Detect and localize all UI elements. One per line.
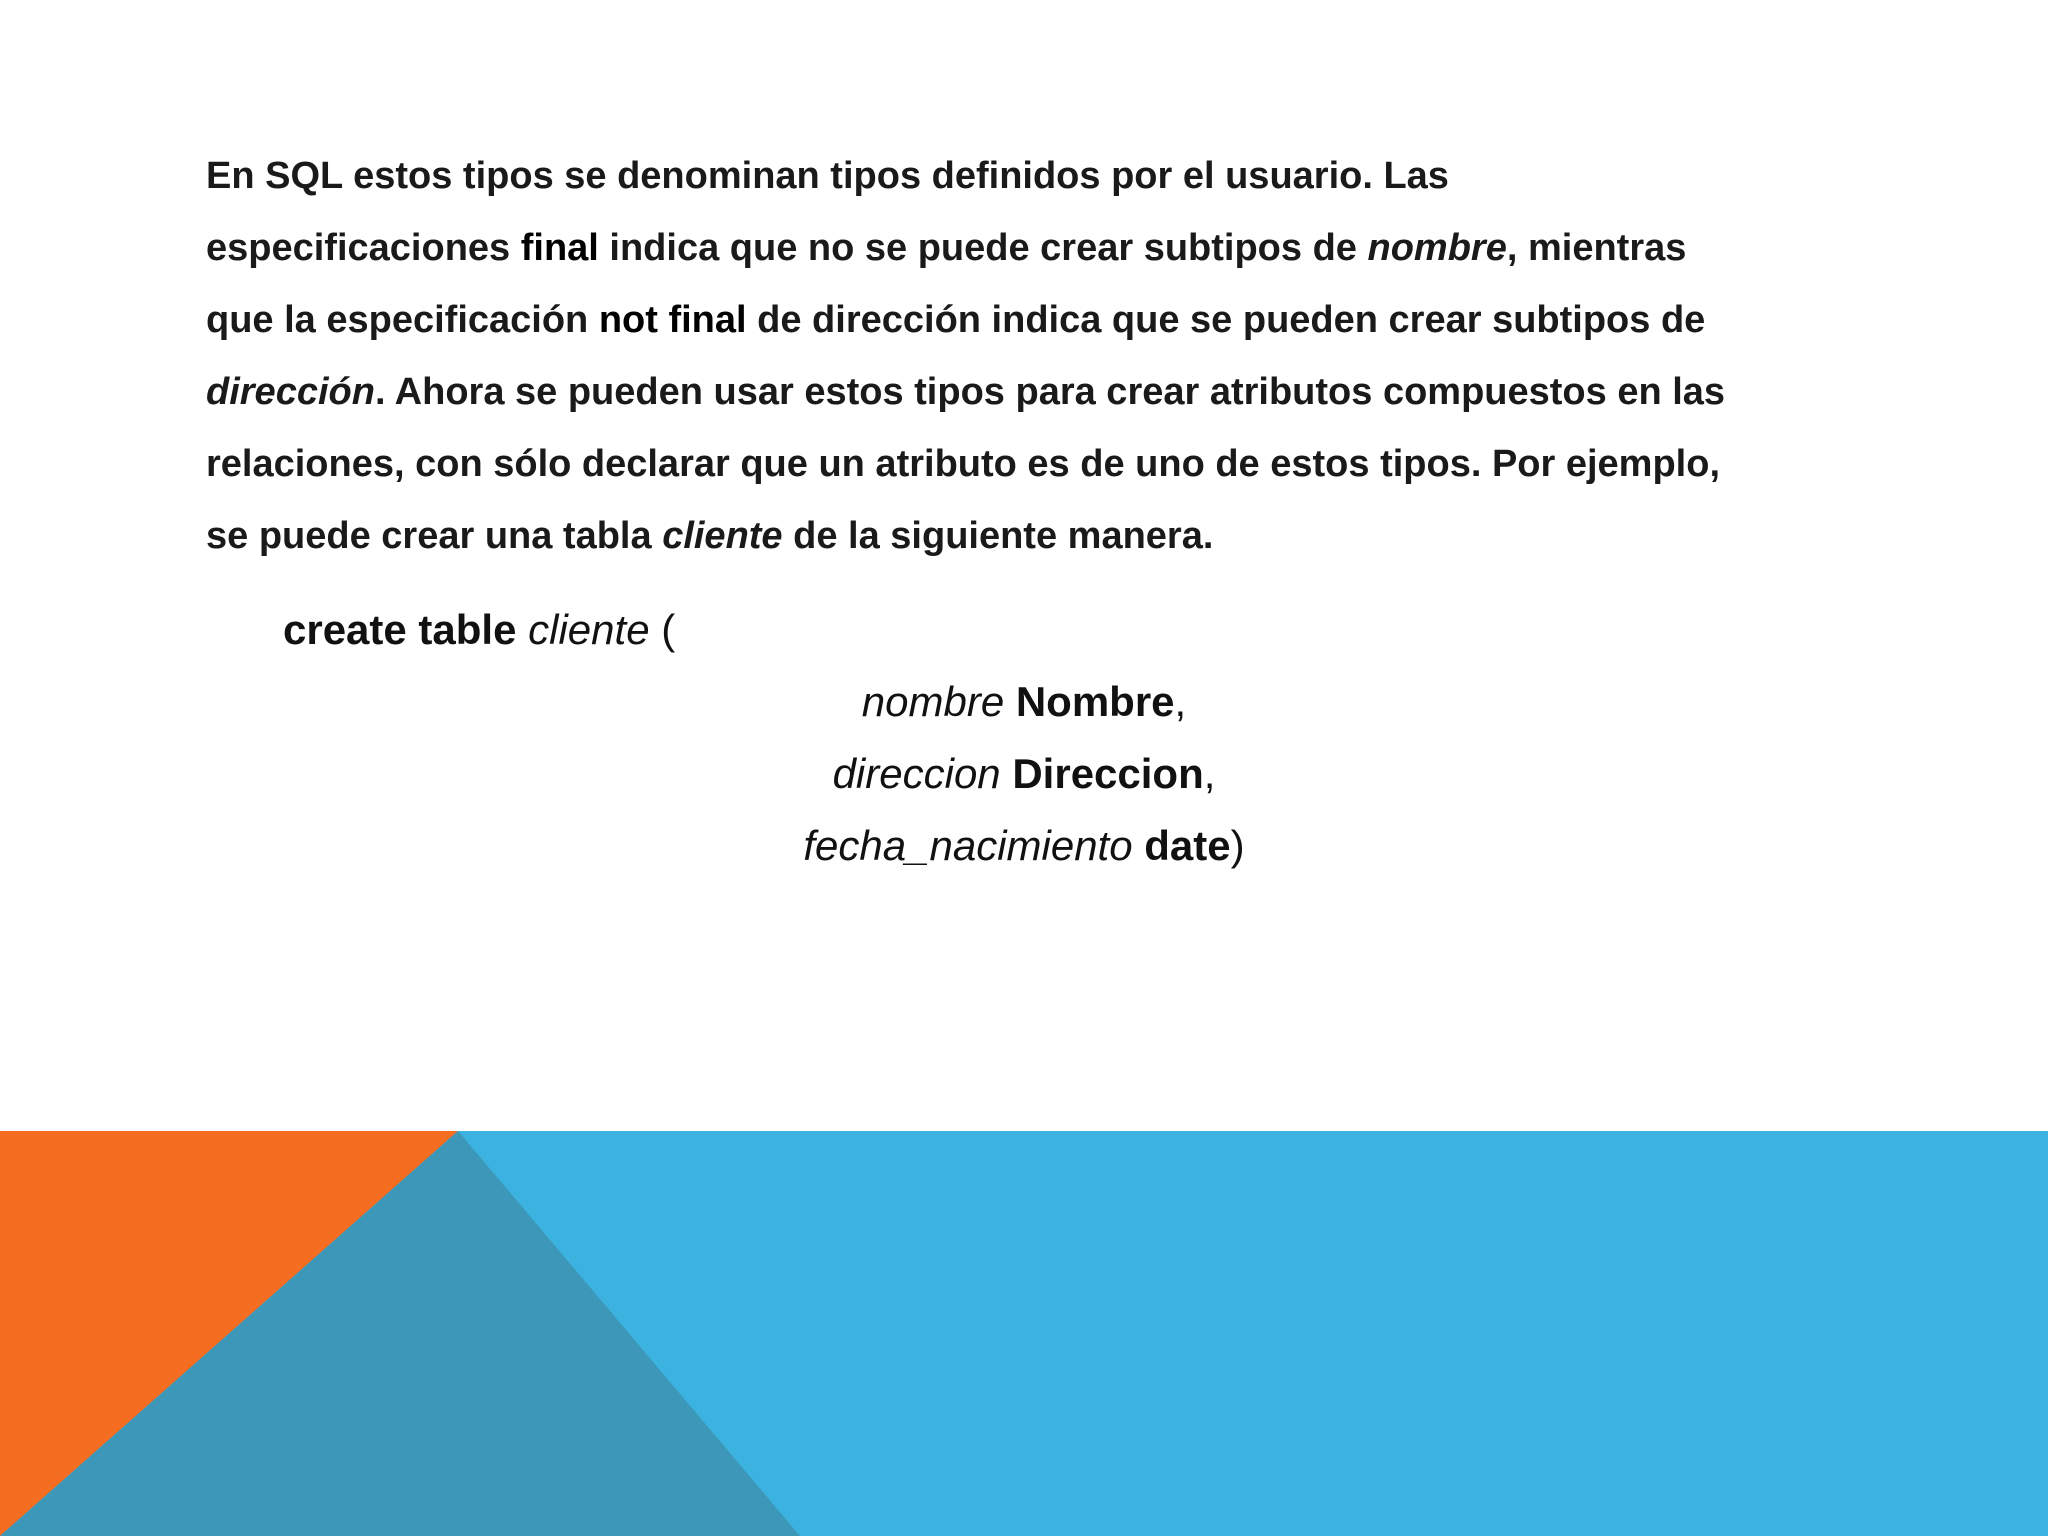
punctuation: ) xyxy=(1230,822,1245,869)
paragraph-line-2 xyxy=(206,212,1846,284)
text-span: . Ahora se pueden usar estos tipos para crear atributos compuestos en las xyxy=(374,371,1726,413)
text-span: de la siguiente manera. xyxy=(782,515,1214,557)
code-line-direccion xyxy=(0,746,2048,802)
keyword-not-final: not final xyxy=(598,299,747,341)
text-span: de dirección indica que se pueden crear subtipos de xyxy=(746,299,1706,341)
attribute-type: Nombre xyxy=(1015,678,1175,725)
sql-keyword: create table xyxy=(283,606,517,653)
attribute-type: date xyxy=(1144,822,1231,869)
punctuation: , xyxy=(1203,750,1216,797)
code-line-create-table xyxy=(283,602,675,658)
attribute-type: Direccion xyxy=(1012,750,1204,797)
keyword-final: final xyxy=(520,227,599,269)
text-span: se puede crear una tabla xyxy=(206,515,663,557)
paragraph-line-1 xyxy=(206,140,1846,212)
attribute-name: direccion xyxy=(832,750,1001,797)
text-span: indica que no se puede crear subtipos de xyxy=(598,227,1368,269)
attribute-name: nombre xyxy=(861,678,1005,725)
body-paragraph xyxy=(206,140,1846,572)
attribute-name: fecha_nacimiento xyxy=(803,822,1133,869)
open-paren: ( xyxy=(649,606,676,653)
paragraph-line-6 xyxy=(206,500,1846,572)
paragraph-line-4 xyxy=(206,356,1846,428)
code-line-nombre xyxy=(0,674,2048,730)
table-name: cliente xyxy=(528,606,650,653)
code-line-fecha-nacimiento xyxy=(0,818,2048,874)
paragraph-line-5 xyxy=(206,428,1846,500)
text-span: relaciones, con sólo declarar que un atributo es de uno de estos tipos. Por ejemplo, xyxy=(206,443,1721,485)
italic-term-cliente: cliente xyxy=(662,515,783,557)
text-span: que la especificación xyxy=(206,299,599,341)
italic-term-nombre: nombre xyxy=(1367,227,1507,269)
punctuation: , xyxy=(1174,678,1187,725)
text-span: especificaciones xyxy=(206,227,521,269)
text-span: En SQL estos tipos se denominan tipos definidos por el usuario. Las xyxy=(206,155,1449,197)
decorative-footer-band xyxy=(0,1131,2048,1536)
paragraph-line-3 xyxy=(206,284,1846,356)
text-span: , mientras xyxy=(1506,227,1687,269)
italic-term-direccion: dirección xyxy=(206,371,375,413)
